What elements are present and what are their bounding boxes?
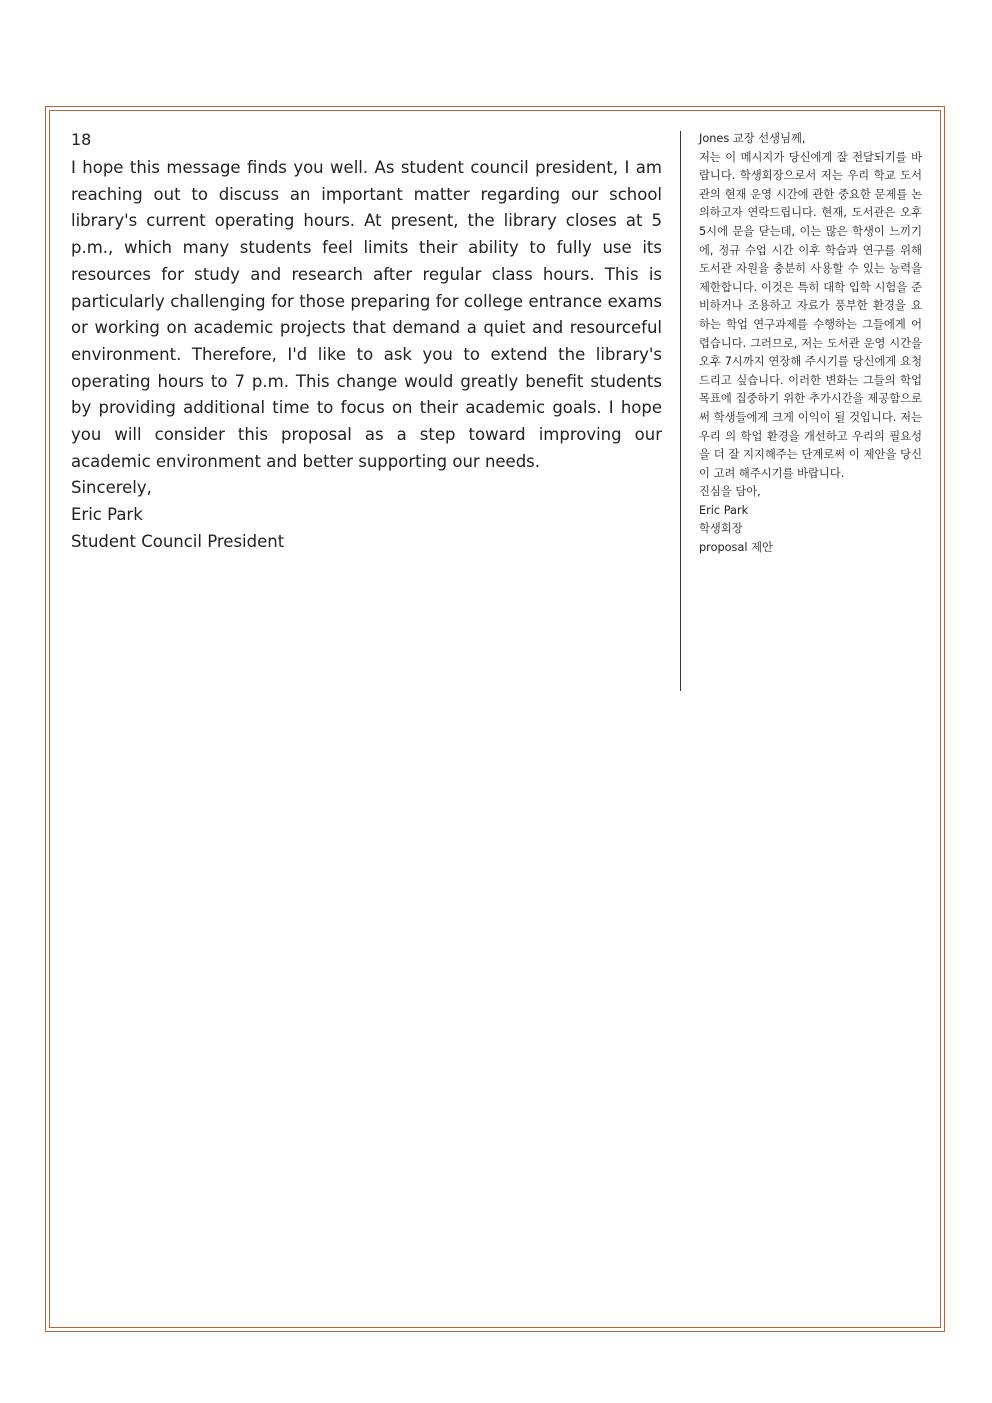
translation-closing: 진심을 담아,	[699, 485, 761, 499]
translation-column	[699, 130, 922, 558]
vocab-note: proposal 제안	[699, 541, 773, 555]
letter-closing: Sincerely,	[71, 478, 152, 498]
translation-greeting: Jones 교장 선생님께,	[699, 132, 806, 145]
letter-body: I hope this message finds you well. As student council president, I am reaching out to discuss an important matter regarding our school library's current operating hours. At present, the library closes at 5 p.m., which many students feel limits their ability to fully use its resources for study and research after regular class hours. This is particularly challenging for those preparing for college entrance exams or working on academic projects that demand a quiet and resourceful environment. Therefore, I'd like to ask you to extend the library's operating hours to 7 p.m. This change would greatly benefit students by providing additional time to focus on their academic goals. I hope you will consider this proposal as a step toward improving our academic environment and better supporting our needs.	[71, 158, 662, 471]
letter-column	[71, 129, 662, 556]
translation-signature-title: 학생회장	[699, 522, 743, 536]
signature-name: Eric Park	[71, 505, 143, 525]
signature-title: Student Council President	[71, 531, 285, 551]
question-number: 18	[71, 130, 92, 149]
translation-body: 저는 이 메시지가 당신에게 잘 전달되기를 바랍니다. 학생회장으로서 저는 우리 학교 도서관의 현재 운영 시간에 관한 중요한 문제를 논의하고자 연락드립니다. 현재, 도서관은 오후 5시에 문을 닫는데, 이는 많은 학생이 느끼기에, 정규 수업 시간 이후 학습과 연구를 위해 도서관 자원을 충분히 사용할 수 있는 능력을 제한합니다. 이것은 특히 대학 입학 시험을 준비하거나 조용하고 자료가 풍부한 환경을 요하는 학업 연구과제를 수행하는 그들에게 어렵습니다. 그러므로, 저는 도서관 운영 시간을 오후 7시까지 연장해 주시기를 당신에게 요청드리고 싶습니다. 이러한 변화는 그들의 학업 목표에 집중하기 위한 추가시간을 제공함으로써 학생들에게 크게 이익이 될 것입니다. 저는 우리 의 학업 환경을 개선하고 우리의 필요성을 더 잘 지지해주는 단계로써 이 제안을 당신이 고려 해주시기를 바랍니다.	[699, 150, 922, 480]
translation-signature-name: Eric Park	[699, 503, 749, 517]
column-divider	[680, 131, 681, 691]
